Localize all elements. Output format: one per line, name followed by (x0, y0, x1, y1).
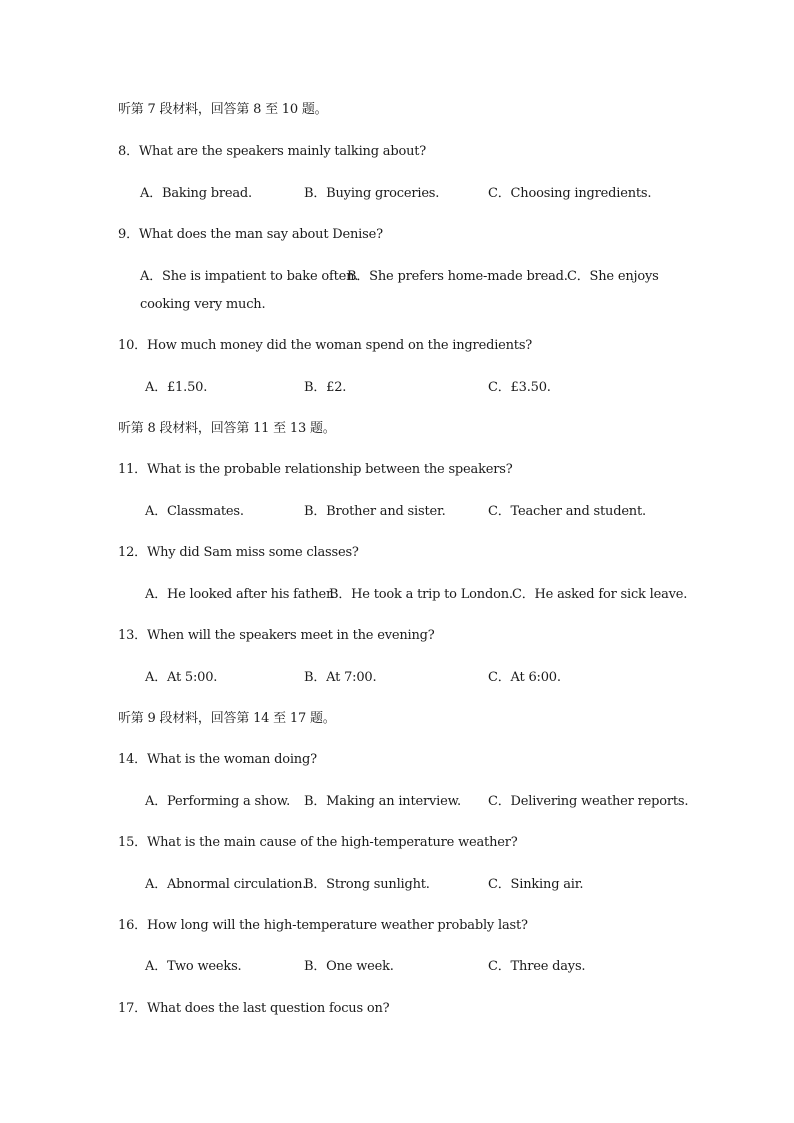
option-a: A．At 5:00. (145, 670, 218, 685)
question-text: 13．When will the speakers meet in the evening? (118, 628, 435, 643)
question-text: 14．What is the woman doing? (118, 752, 317, 767)
option-a: A．Two weeks. (145, 959, 242, 974)
option-b: B．£2. (304, 380, 347, 395)
option-c: C．Teacher and student. (488, 504, 646, 519)
option-c: C．At 6:00. (488, 670, 561, 685)
option-c: C．Three days. (488, 959, 586, 974)
option-b: B．One week. (304, 959, 394, 974)
option-b: B．At 7:00. (304, 670, 377, 685)
option-c-continued: cooking very much. (140, 297, 266, 312)
option-b: B．Making an interview. (304, 794, 461, 809)
question-text: 12．Why did Sam miss some classes? (118, 545, 359, 560)
option-c: C．Delivering weather reports. (488, 794, 689, 809)
section-header: 听第 9 段材料，回答第 14 至 17 题。 (118, 711, 336, 726)
option-a: A．She is impatient to bake often. (140, 269, 359, 284)
question-text: 16．How long will the high-temperature weather probably last? (118, 918, 528, 933)
question-text: 11．What is the probable relationship between the speakers? (118, 462, 513, 477)
option-a: A．£1.50. (145, 380, 208, 395)
question-text: 8．What are the speakers mainly talking about? (118, 144, 427, 159)
option-a: A．Classmates. (145, 504, 244, 519)
section-header: 听第 7 段材料，回答第 8 至 10 题。 (118, 102, 328, 117)
question-text: 17．What does the last question focus on? (118, 1001, 390, 1016)
option-c: C．She enjoys (567, 269, 659, 284)
question-text: 10．How much money did the woman spend on the ingredients? (118, 338, 533, 353)
option-a: A．Abnormal circulation. (145, 877, 307, 892)
option-a: A．He looked after his father. (145, 587, 335, 602)
question-text: 15．What is the main cause of the high-temperature weather? (118, 835, 518, 850)
option-a: A．Baking bread. (140, 186, 252, 201)
option-c: C．£3.50. (488, 380, 551, 395)
option-c: C．Choosing ingredients. (488, 186, 652, 201)
option-c: C．Sinking air. (488, 877, 584, 892)
question-text: 9．What does the man say about Denise? (118, 227, 383, 242)
option-b: B．Brother and sister. (304, 504, 446, 519)
option-b: B．He took a trip to London. (329, 587, 513, 602)
option-b: B．Strong sunlight. (304, 877, 430, 892)
option-b: B．She prefers home-made bread. (347, 269, 568, 284)
option-b: B．Buying groceries. (304, 186, 440, 201)
option-a: A．Performing a show. (145, 794, 291, 809)
section-header: 听第 8 段材料，回答第 11 至 13 题。 (118, 421, 336, 436)
option-c: C．He asked for sick leave. (512, 587, 688, 602)
